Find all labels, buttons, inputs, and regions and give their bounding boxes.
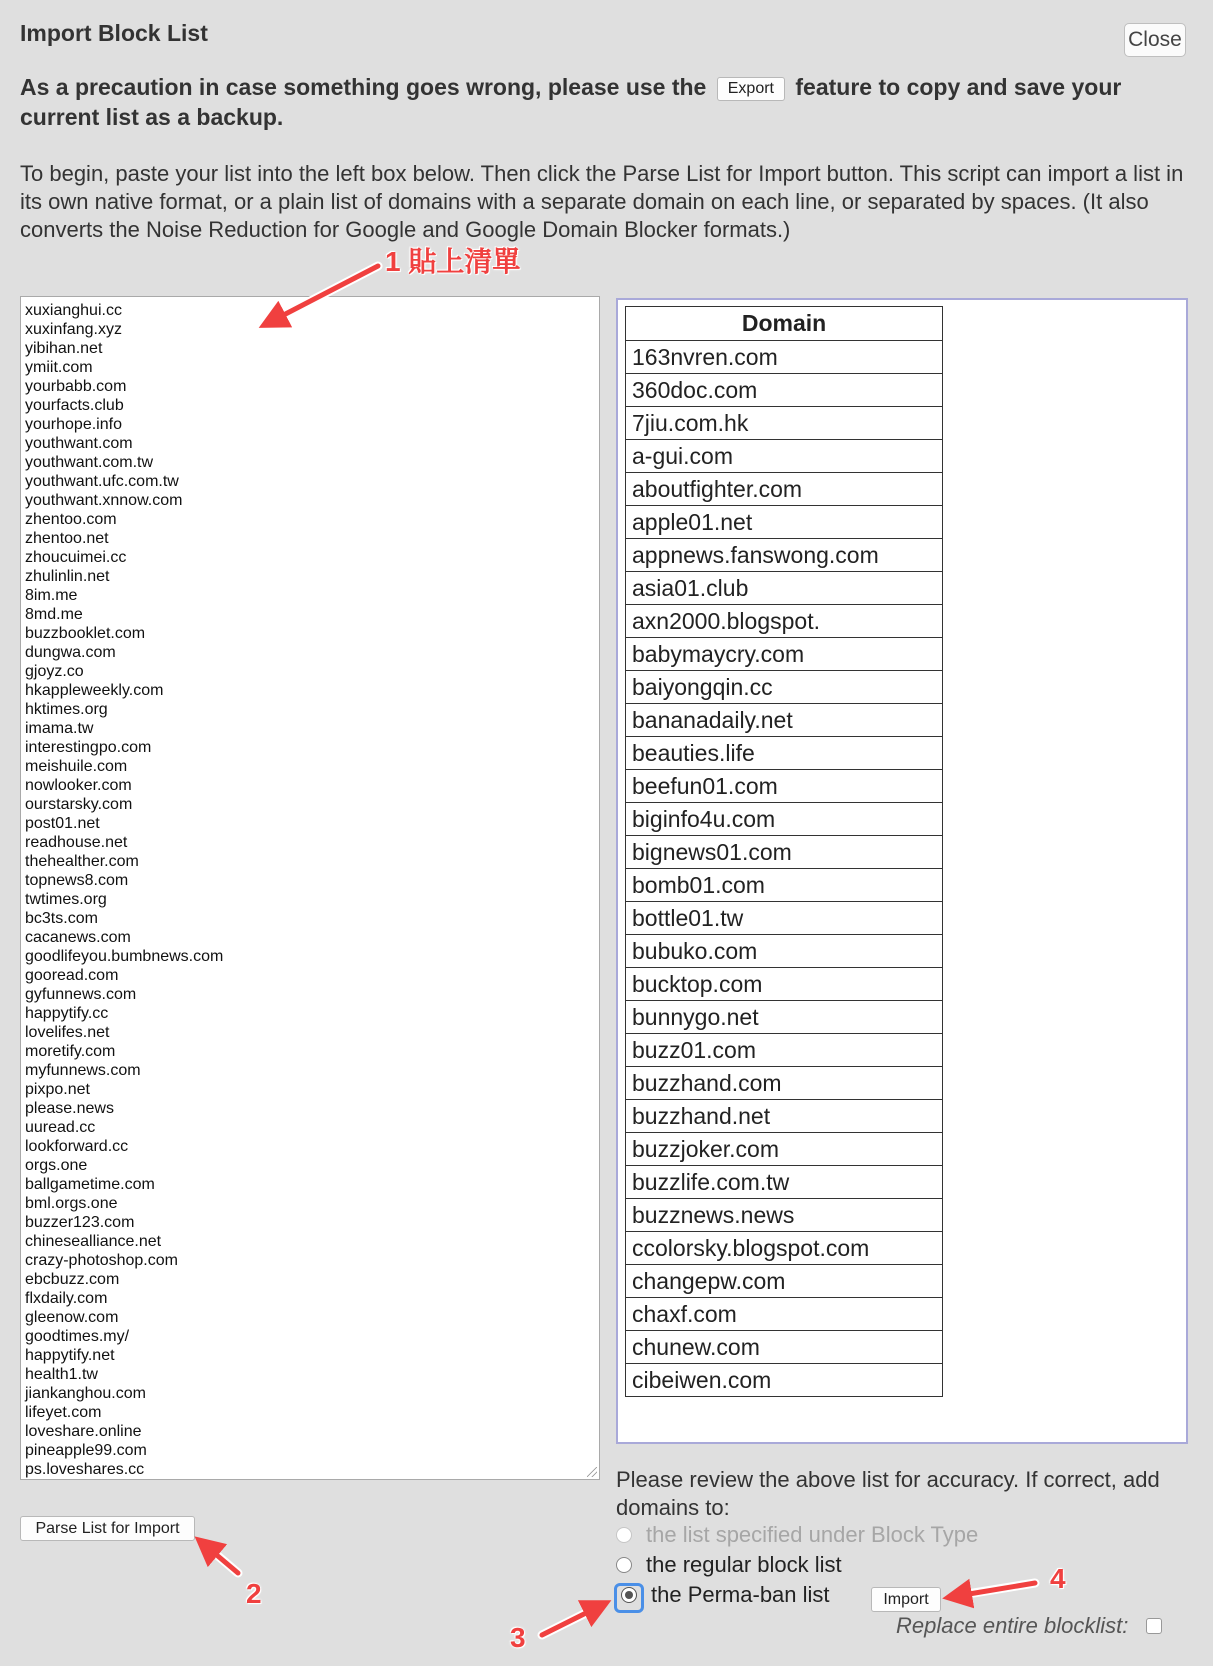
radio-regular-list[interactable]	[616, 1557, 632, 1573]
paste-list-line: ourstarsky.com	[25, 796, 133, 813]
paste-list-line: dungwa.com	[25, 644, 116, 661]
paste-list-line: hktimes.org	[25, 701, 108, 718]
paste-list-line: youthwant.ufc.com.tw	[25, 473, 179, 490]
paste-list-line: yourhope.info	[25, 416, 122, 433]
paste-list-line: lifeyet.com	[25, 1404, 102, 1421]
option-regular-block-list[interactable]	[616, 1552, 842, 1578]
parsed-domain-panel[interactable]	[616, 298, 1188, 1444]
dialog-title: Import Block List	[20, 20, 208, 46]
backup-warning	[20, 72, 1195, 132]
table-row	[626, 1133, 943, 1166]
paste-list-line: zhentoo.com	[25, 511, 117, 528]
table-row	[626, 770, 943, 803]
table-row	[626, 1331, 943, 1364]
domain-cell: buzz01.com	[626, 1034, 943, 1067]
table-row	[626, 803, 943, 836]
paste-list-line: goodtimes.my/	[25, 1328, 130, 1345]
table-row	[626, 473, 943, 506]
paste-list-line: post01.net	[25, 815, 100, 832]
table-row	[626, 704, 943, 737]
paste-list-line: chinesealliance.net	[25, 1233, 162, 1250]
table-row	[626, 1265, 943, 1298]
table-row	[626, 1166, 943, 1199]
paste-list-line: youthwant.com.tw	[25, 454, 154, 471]
paste-list-line: readhouse.net	[25, 834, 128, 851]
domain-cell: changepw.com	[626, 1265, 943, 1298]
paste-list-line: topnews8.com	[25, 872, 129, 889]
review-text: Please review the above list for accuracy. If correct, add domains to:	[616, 1467, 1160, 1520]
table-row	[626, 374, 943, 407]
domain-cell: 360doc.com	[626, 374, 943, 407]
domain-cell: buzzjoker.com	[626, 1133, 943, 1166]
replace-blocklist-row	[896, 1613, 1162, 1639]
option-label: the list specified under Block Type	[646, 1522, 979, 1547]
table-row	[626, 1100, 943, 1133]
paste-list-line: orgs.one	[25, 1157, 88, 1174]
domain-cell: bottle01.tw	[626, 902, 943, 935]
domain-cell: ccolorsky.blogspot.com	[626, 1232, 943, 1265]
domain-cell: asia01.club	[626, 572, 943, 605]
table-row	[626, 869, 943, 902]
paste-list-line: buzzbooklet.com	[25, 625, 146, 642]
paste-list-line: pineapple99.com	[25, 1442, 147, 1459]
arrow-step3	[542, 1607, 598, 1635]
table-row	[626, 1232, 943, 1265]
paste-list-line: yourbabb.com	[25, 378, 127, 395]
table-row	[626, 1364, 943, 1397]
paste-list-line: jiankanghou.com	[25, 1385, 146, 1402]
table-row	[626, 836, 943, 869]
paste-list-line: xuxinfang.xyz	[25, 321, 122, 338]
option-block-type-list[interactable]	[616, 1522, 978, 1548]
paste-list-line: loveshare.online	[25, 1423, 142, 1440]
paste-list-line: moretify.com	[25, 1043, 116, 1060]
table-row	[626, 506, 943, 539]
paste-list-line: 8md.me	[25, 606, 83, 623]
domain-cell: cibeiwen.com	[626, 1364, 943, 1397]
paste-list-line: please.news	[25, 1100, 114, 1117]
paste-list-line: youthwant.com	[25, 435, 133, 452]
domain-cell: axn2000.blogspot.	[626, 605, 943, 638]
paste-list-line: gooread.com	[25, 967, 119, 984]
table-row	[626, 1067, 943, 1100]
table-row	[626, 902, 943, 935]
paste-list-line: bml.orgs.one	[25, 1195, 118, 1212]
domain-cell: buzzhand.com	[626, 1067, 943, 1100]
paste-list-line: buzzer123.com	[25, 1214, 135, 1231]
paste-list-line: happytify.cc	[25, 1005, 109, 1022]
table-row	[626, 1298, 943, 1331]
paste-list-line: yourfacts.club	[25, 397, 124, 414]
option-label: the regular block list	[646, 1552, 842, 1577]
domain-table	[625, 306, 943, 1397]
paste-list-line: lovelifes.net	[25, 1024, 110, 1041]
paste-list-line: hkappleweekly.com	[25, 682, 164, 699]
table-row	[626, 1199, 943, 1232]
warning-text-after: feature to copy and save your current list as a backup.	[20, 74, 1122, 130]
paste-list-line: lookforward.cc	[25, 1138, 129, 1155]
annotation-step1: 1 貼上清單	[385, 246, 521, 277]
paste-list-line: flxdaily.com	[25, 1290, 108, 1307]
arrow-step2	[206, 1546, 238, 1573]
paste-list-line: ebcbuzz.com	[25, 1271, 120, 1288]
domain-cell: buzznews.news	[626, 1199, 943, 1232]
radio-block-type[interactable]	[616, 1527, 632, 1543]
domain-cell: bunnygo.net	[626, 1001, 943, 1034]
domain-cell: buzzhand.net	[626, 1100, 943, 1133]
table-row	[626, 605, 943, 638]
arrow-step4	[957, 1583, 1035, 1596]
paste-list-line: ymiit.com	[25, 359, 93, 376]
table-row	[626, 638, 943, 671]
paste-list-line: zhoucuimei.cc	[25, 549, 127, 566]
domain-cell: 163nvren.com	[626, 341, 943, 374]
paste-list-line: interestingpo.com	[25, 739, 152, 756]
domain-cell: apple01.net	[626, 506, 943, 539]
paste-list-line: zhulinlin.net	[25, 568, 110, 585]
paste-list-line: happytify.net	[25, 1347, 115, 1364]
paste-list-line: bc3ts.com	[25, 910, 98, 927]
domain-cell: bananadaily.net	[626, 704, 943, 737]
table-row	[626, 341, 943, 374]
domain-cell: babymaycry.com	[626, 638, 943, 671]
domain-column-header: Domain	[626, 307, 943, 341]
paste-list-line: zhentoo.net	[25, 530, 109, 547]
paste-list-line: xuxianghui.cc	[25, 302, 122, 319]
paste-list-line: imama.tw	[25, 720, 94, 737]
table-row	[626, 407, 943, 440]
domain-cell: chaxf.com	[626, 1298, 943, 1331]
paste-list-line: crazy-photoshop.com	[25, 1252, 178, 1269]
paste-list-textarea[interactable]	[20, 296, 600, 1480]
paste-list-line: 8im.me	[25, 587, 78, 604]
table-row	[626, 1001, 943, 1034]
domain-cell: a-gui.com	[626, 440, 943, 473]
paste-list-line: gleenow.com	[25, 1309, 119, 1326]
paste-list-line: youthwant.xnnow.com	[25, 492, 183, 509]
option-label: the Perma-ban list	[651, 1582, 830, 1607]
replace-blocklist-checkbox[interactable]	[1146, 1618, 1162, 1634]
paste-list-line: nowlooker.com	[25, 777, 132, 794]
resize-grip-icon[interactable]	[587, 1467, 597, 1477]
paste-list-line: health1.tw	[25, 1366, 98, 1383]
domain-cell: aboutfighter.com	[626, 473, 943, 506]
domain-cell: chunew.com	[626, 1331, 943, 1364]
paste-list-line: myfunnews.com	[25, 1062, 141, 1079]
domain-cell: beefun01.com	[626, 770, 943, 803]
domain-cell: biginfo4u.com	[626, 803, 943, 836]
paste-list-line: ps.loveshares.cc	[25, 1461, 145, 1478]
domain-cell: bubuko.com	[626, 935, 943, 968]
table-row	[626, 935, 943, 968]
domain-cell: 7jiu.com.hk	[626, 407, 943, 440]
annotation-step2: 2	[246, 1578, 262, 1609]
warning-text-before: As a precaution in case something goes wrong, please use the	[20, 74, 707, 100]
paste-list-line: twtimes.org	[25, 891, 107, 908]
replace-label: Replace entire blocklist:	[896, 1613, 1129, 1638]
table-row	[626, 737, 943, 770]
domain-cell: beauties.life	[626, 737, 943, 770]
radio-perma-ban[interactable]	[621, 1587, 637, 1603]
paste-list-line: cacanews.com	[25, 929, 131, 946]
table-row	[626, 572, 943, 605]
table-row	[626, 968, 943, 1001]
import-instructions: To begin, paste your list into the left box below. Then click the Parse List for Import button. This script can import a list in its own native format, or a plain list of domains with a separate domain on each line, or separated by spaces. (It also converts the Noise Reduction for Google and Google Domain Blocker formats.)	[20, 161, 1184, 242]
paste-list-line: pixpo.net	[25, 1081, 90, 1098]
paste-list-line: uuread.cc	[25, 1119, 96, 1136]
domain-cell: bomb01.com	[626, 869, 943, 902]
table-row	[626, 539, 943, 572]
parse-list-button[interactable]: Parse List for Import	[20, 1516, 195, 1541]
domain-cell: bucktop.com	[626, 968, 943, 1001]
domain-cell: appnews.fanswong.com	[626, 539, 943, 572]
import-button[interactable]: Import	[871, 1587, 941, 1612]
close-button[interactable]: Close	[1124, 23, 1186, 57]
paste-list-line: goodlifeyou.bumbnews.com	[25, 948, 224, 965]
paste-list-line: thehealther.com	[25, 853, 139, 870]
paste-list-line: gyfunnews.com	[25, 986, 137, 1003]
paste-list-line: ballgametime.com	[25, 1176, 155, 1193]
export-button[interactable]: Export	[717, 77, 785, 101]
option-perma-ban-list[interactable]	[621, 1582, 830, 1608]
table-row	[626, 1034, 943, 1067]
table-row	[626, 671, 943, 704]
annotation-step4: 4	[1050, 1563, 1066, 1594]
paste-list-line: gjoyz.co	[25, 663, 84, 680]
table-row	[626, 440, 943, 473]
annotation-step3: 3	[510, 1622, 526, 1653]
domain-cell: buzzlife.com.tw	[626, 1166, 943, 1199]
domain-cell: bignews01.com	[626, 836, 943, 869]
paste-list-line: yibihan.net	[25, 340, 103, 357]
paste-list-line: meishuile.com	[25, 758, 128, 775]
domain-cell: baiyongqin.cc	[626, 671, 943, 704]
